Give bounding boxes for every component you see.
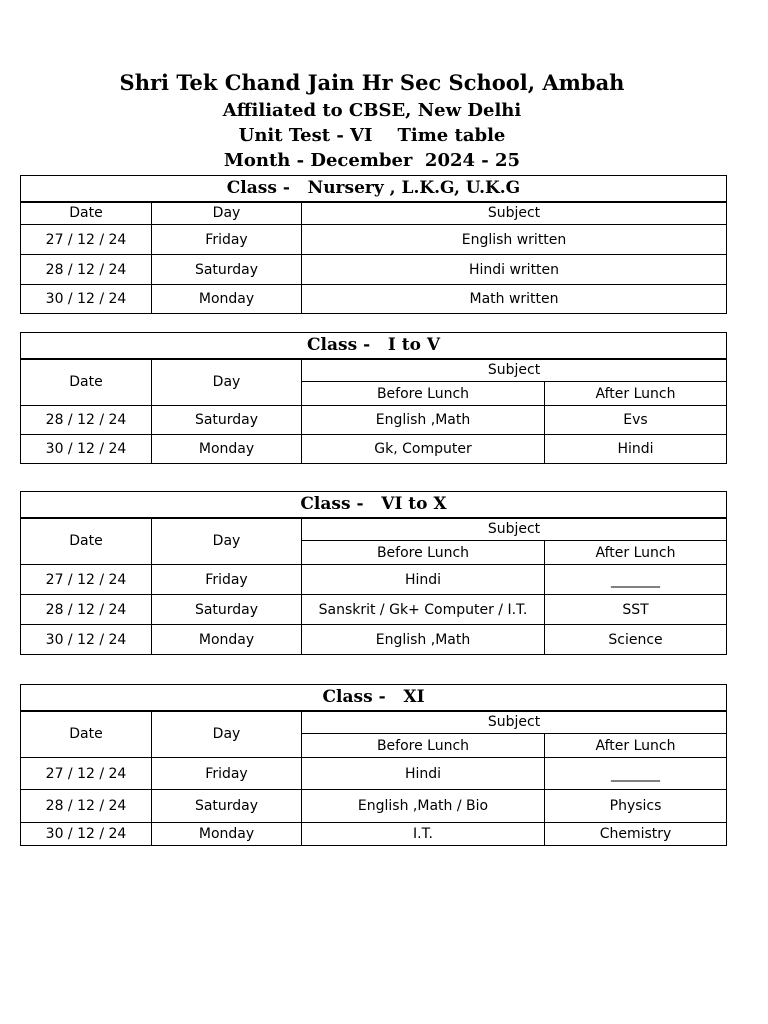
before-lunch-cell: English ,Math — [302, 406, 545, 435]
date-cell: 28 / 12 / 24 — [21, 790, 152, 823]
date-cell: 27 / 12 / 24 — [21, 758, 152, 790]
before-lunch-cell: English ,Math / Bio — [302, 790, 545, 823]
after-lunch-header: After Lunch — [545, 382, 727, 406]
table-row — [21, 285, 727, 314]
date-cell: 27 / 12 / 24 — [21, 565, 152, 595]
day-cell: Monday — [152, 625, 302, 655]
after-lunch-cell: Physics — [545, 790, 727, 823]
day-cell: Monday — [152, 285, 302, 314]
affiliation: Affiliated to CBSE, New Delhi — [222, 100, 522, 121]
day-cell: Friday — [152, 565, 302, 595]
exam-month: Month - December 2024 - 25 — [223, 150, 521, 171]
after-lunch-cell: _______ — [545, 565, 727, 595]
day-header: Day — [152, 359, 302, 406]
date-cell: 28 / 12 / 24 — [21, 595, 152, 625]
before-lunch-cell: English ,Math — [302, 625, 545, 655]
date-cell: 28 / 12 / 24 — [21, 255, 152, 285]
day-cell: Monday — [152, 823, 302, 846]
date-cell: 30 / 12 / 24 — [21, 823, 152, 846]
after-lunch-cell: Science — [545, 625, 727, 655]
before-lunch-cell: I.T. — [302, 823, 545, 846]
after-lunch-cell: Chemistry — [545, 823, 727, 846]
date-header: Date — [21, 711, 152, 758]
table-row — [21, 790, 727, 823]
table-row — [21, 565, 727, 595]
subject-cell: Hindi written — [302, 255, 727, 285]
day-header: Day — [152, 711, 302, 758]
table-row — [21, 406, 727, 435]
before-lunch-cell: Hindi — [302, 565, 545, 595]
table-row — [21, 758, 727, 790]
before-lunch-header: Before Lunch — [302, 734, 545, 758]
after-lunch-header: After Lunch — [545, 734, 727, 758]
table-title: Class - Nursery , L.K.G, U.K.G — [21, 176, 727, 202]
subject-header: Subject — [302, 359, 727, 382]
date-cell: 30 / 12 / 24 — [21, 285, 152, 314]
before-lunch-cell: Hindi — [302, 758, 545, 790]
table-row — [21, 595, 727, 625]
after-lunch-header: After Lunch — [545, 541, 727, 565]
table-title: Class - VI to X — [21, 492, 727, 518]
day-cell: Monday — [152, 435, 302, 464]
table-row — [21, 255, 727, 285]
table-row — [21, 225, 727, 255]
date-cell: 28 / 12 / 24 — [21, 406, 152, 435]
after-lunch-cell: Hindi — [545, 435, 727, 464]
date-cell: 27 / 12 / 24 — [21, 225, 152, 255]
school-name: Shri Tek Chand Jain Hr Sec School, Ambah — [119, 70, 625, 95]
after-lunch-cell: Evs — [545, 406, 727, 435]
before-lunch-cell: Sanskrit / Gk+ Computer / I.T. — [302, 595, 545, 625]
timetable-class-6-10 — [20, 491, 727, 655]
before-lunch-header: Before Lunch — [302, 541, 545, 565]
before-lunch-header: Before Lunch — [302, 382, 545, 406]
table-row — [21, 823, 727, 846]
day-cell: Friday — [152, 758, 302, 790]
date-cell: 30 / 12 / 24 — [21, 625, 152, 655]
timetable-nursery — [20, 175, 727, 314]
before-lunch-cell: Gk, Computer — [302, 435, 545, 464]
subject-header: Subject — [302, 518, 727, 541]
date-header: Date — [21, 518, 152, 565]
timetable-class-11 — [20, 684, 727, 846]
day-cell: Saturday — [152, 790, 302, 823]
date-cell: 30 / 12 / 24 — [21, 435, 152, 464]
subject-header: Subject — [302, 711, 727, 734]
table-row — [21, 625, 727, 655]
timetable-class-1-5 — [20, 332, 727, 464]
date-header: Date — [21, 359, 152, 406]
table-title: Class - XI — [21, 685, 727, 711]
after-lunch-cell: SST — [545, 595, 727, 625]
after-lunch-cell: _______ — [545, 758, 727, 790]
table-title: Class - I to V — [21, 333, 727, 359]
day-cell: Friday — [152, 225, 302, 255]
subject-cell: Math written — [302, 285, 727, 314]
table-row — [21, 435, 727, 464]
date-header: Date — [21, 202, 152, 225]
day-cell: Saturday — [152, 595, 302, 625]
subject-header: Subject — [302, 202, 727, 225]
day-header: Day — [152, 518, 302, 565]
subject-cell: English written — [302, 225, 727, 255]
day-header: Day — [152, 202, 302, 225]
day-cell: Saturday — [152, 406, 302, 435]
exam-title: Unit Test - VI Time table — [238, 125, 506, 146]
day-cell: Saturday — [152, 255, 302, 285]
